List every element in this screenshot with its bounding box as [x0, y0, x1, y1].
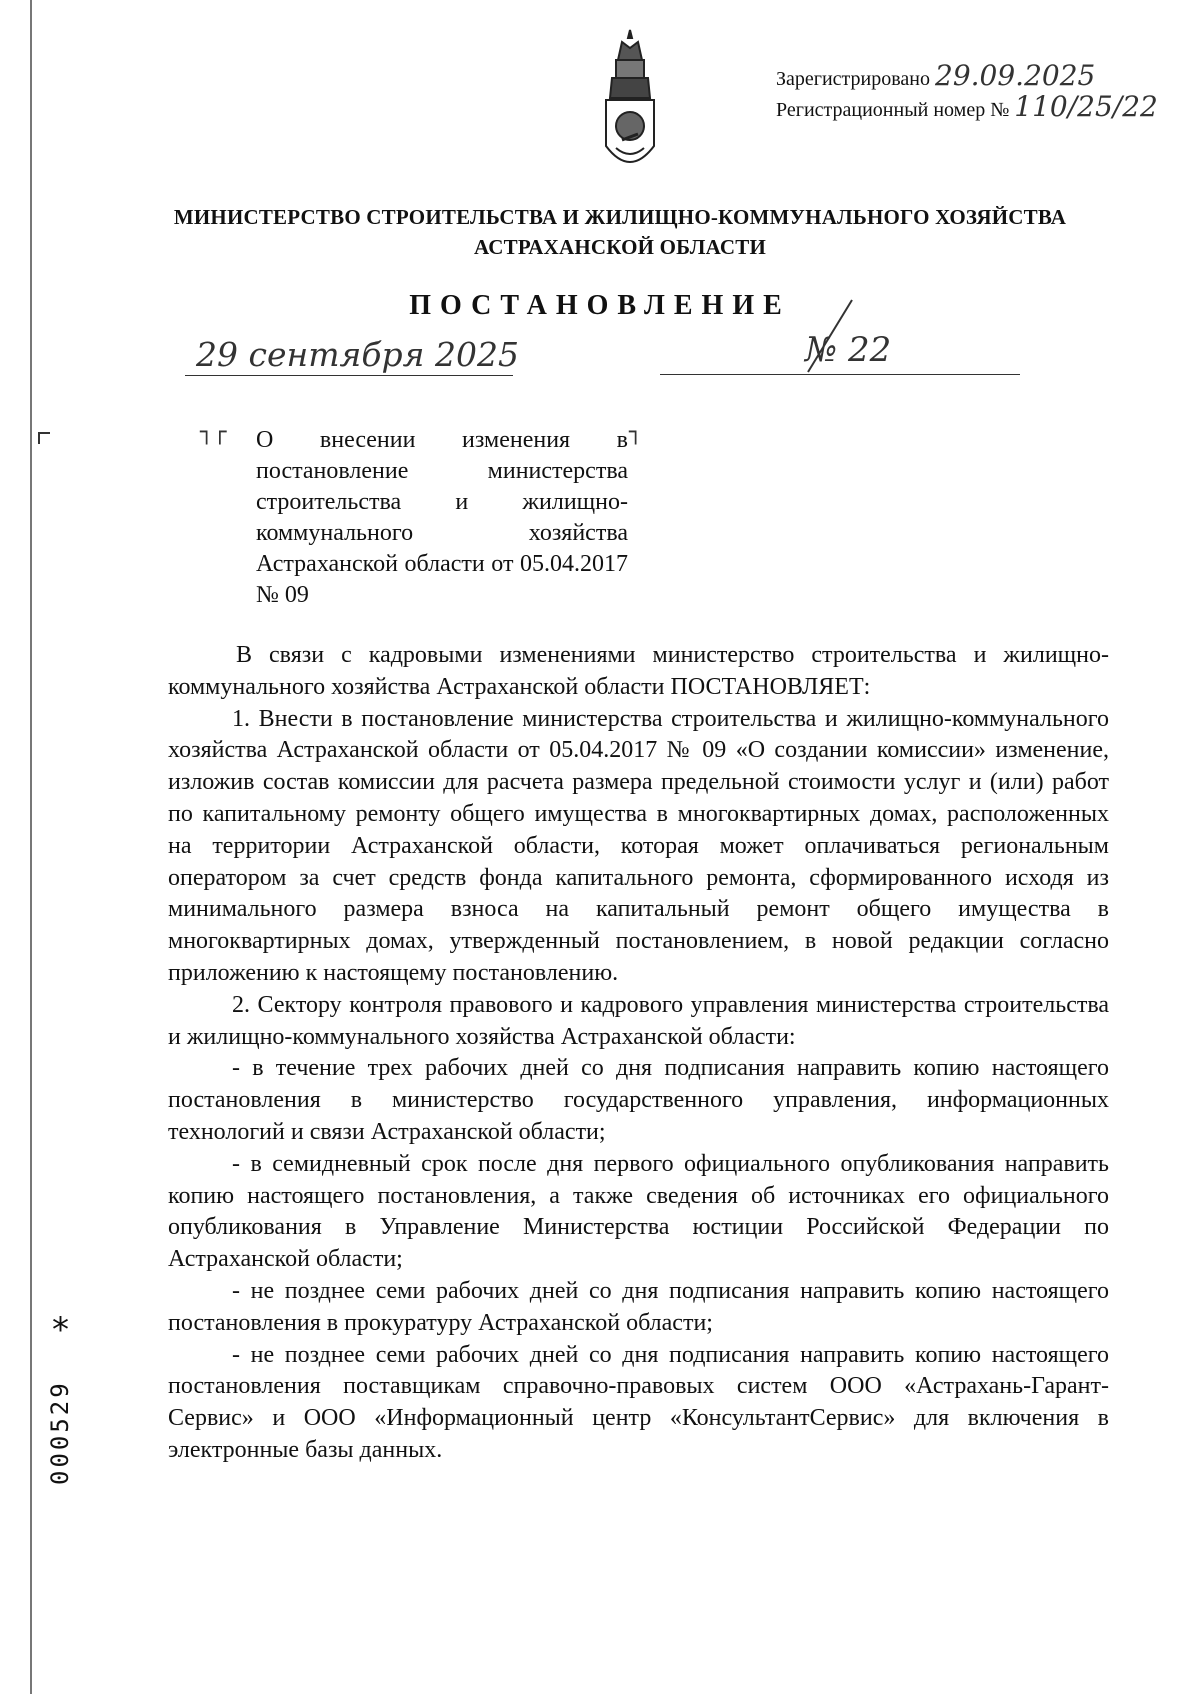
registration-date: 29.09.2025: [935, 59, 1096, 92]
ministry-line-1: МИНИСТЕРСТВО СТРОИТЕЛЬСТВА И ЖИЛИЩНО-КОММУНАЛЬНОГО ХОЗЯЙСТВА: [173, 205, 1067, 229]
ministry-header: [140, 202, 1100, 262]
subject-bracket-right: ┐: [629, 420, 643, 445]
date-underline: [185, 375, 513, 376]
document-title: ПОСТАНОВЛЕНИЕ: [409, 290, 791, 321]
registration-number: 110/25/22: [1014, 90, 1158, 123]
body-bullet-3: - не позднее семи рабочих дней со дня подписания направить копию настоящего постановления в прокуратуру Астраханской области;: [168, 1277, 1109, 1336]
body-paragraph-2: 2. Сектору контроля правового и кадрового управления министерства строительства и жилищно-коммунального хозяйства Астраханской области:: [168, 991, 1109, 1050]
registration-label: Зарегистрировано: [776, 68, 931, 90]
registration-block: [776, 59, 1158, 124]
body-bullet-2: - в семидневный срок после дня первого официального опубликования направить копию настоящего постановления, а также сведения об источниках его официального опубликования в Управление Министерства юстиции Российской Федерации по Астраханской области;: [168, 1150, 1109, 1273]
subject-bracket-left: ┐┌: [200, 420, 227, 445]
side-serial-number: 000529: [46, 1380, 74, 1485]
document-subject: О внесении изменения в постановление министерства строительства и жилищно-коммунального хозяйства Астраханской области от 05.04.2017 № 09: [256, 427, 628, 608]
document-date: 29 сентября 2025: [196, 335, 519, 374]
body-intro: В связи с кадровыми изменениями министерство строительства и жилищно-коммунального хозяйства Астраханской области ПОСТАНОВЛЯЕТ:: [168, 642, 1109, 700]
number-underline: [660, 374, 1020, 375]
registration-number-line: [776, 90, 1158, 124]
document-number: № 22: [805, 330, 892, 370]
coat-of-arms-icon: [592, 28, 668, 178]
ministry-line-2: АСТРАХАНСКОЙ ОБЛАСТИ: [473, 235, 767, 259]
margin-corner-mark-vertical: [38, 432, 40, 444]
scan-left-edge: [30, 0, 32, 1694]
registration-date-line: [776, 59, 1158, 93]
body-paragraph-1: 1. Внести в постановление министерства строительства и жилищно-коммунального хозяйства Астраханской области от 05.04.2017 № 09 «О создании комиссии» изменение, изложив состав комиссии для расчета размера предельной стоимости услуг и (или) работ по капитальному ремонту общего имущества в многоквартирных домах, расположенных на территории Астраханской области, которая может оплачиваться региональным оператором за счет средств фонда капитального ремонта, сформированного исходя из минимального размера взноса на капитальный ремонт общего имущества в многоквартирных домах, утвержденный постановлением, в новой редакции согласно приложению к настоящему постановлению.: [168, 705, 1109, 986]
side-asterisk: *: [52, 1310, 69, 1350]
document-body: [168, 640, 1109, 1467]
body-bullet-1: - в течение трех рабочих дней со дня подписания направить копию настоящего постановления в министерство государственного управления, информационных технологий и связи Астраханской области;: [168, 1055, 1109, 1145]
registration-number-label: Регистрационный номер №: [776, 99, 1010, 121]
body-bullet-4: - не позднее семи рабочих дней со дня подписания направить копию настоящего постановления поставщикам справочно-правовых систем ООО «Астрахань-Гарант-Сервис» и ООО «Информационный центр «КонсультантСервис» для включения в электронные базы данных.: [168, 1341, 1109, 1463]
